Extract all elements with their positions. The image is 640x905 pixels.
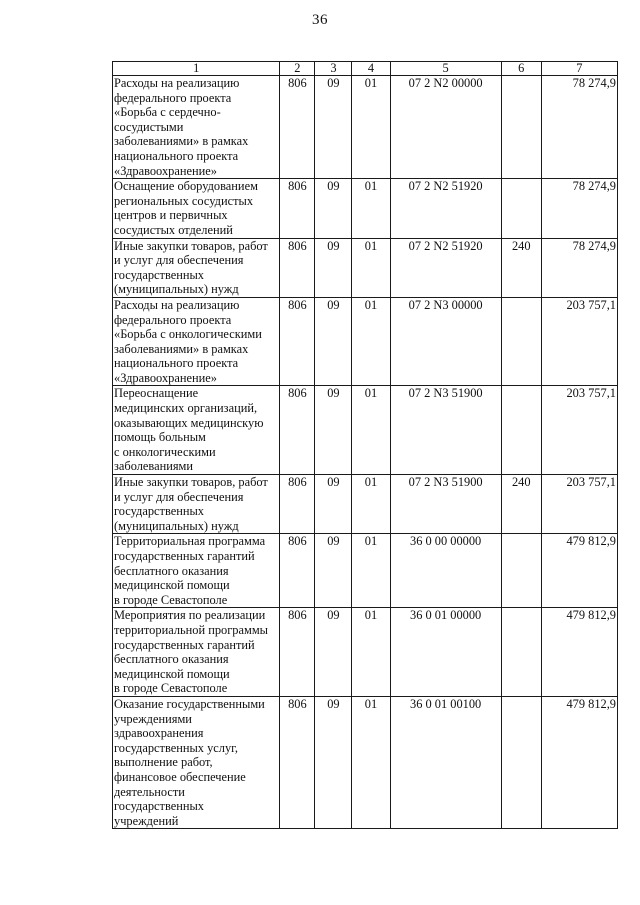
row-section: 09	[315, 608, 352, 697]
row-amount: 203 757,1	[541, 297, 617, 386]
row-subsection: 01	[352, 179, 390, 238]
row-ministry: 806	[280, 534, 315, 608]
row-section: 09	[315, 297, 352, 386]
row-amount: 78 274,9	[541, 76, 617, 179]
row-target: 07 2 N3 00000	[390, 297, 501, 386]
row-expense-type: 240	[501, 475, 541, 534]
row-name: Переоснащение медицинских организаций, оказывающих медицинскую помощь больным с онкологическими заболеваниями	[114, 386, 264, 474]
row-ministry: 806	[280, 475, 315, 534]
table-row	[113, 696, 618, 828]
header-col-2: 2	[280, 62, 315, 76]
header-col-6: 6	[501, 62, 541, 76]
header-col-3: 3	[315, 62, 352, 76]
row-subsection: 01	[352, 238, 390, 297]
row-target: 36 0 01 00100	[390, 696, 501, 828]
row-expense-type	[501, 534, 541, 608]
table-row	[113, 608, 618, 697]
row-section: 09	[315, 534, 352, 608]
header-col-4: 4	[352, 62, 390, 76]
table-row	[113, 179, 618, 238]
row-target: 36 0 00 00000	[390, 534, 501, 608]
row-section: 09	[315, 76, 352, 179]
page-number: 36	[312, 12, 328, 28]
row-target: 07 2 N3 51900	[390, 475, 501, 534]
header-col-1: 1	[113, 62, 280, 76]
row-name: Оснащение оборудованием региональных сосудистых центров и первичных сосудистых отделений	[114, 179, 258, 237]
row-amount: 479 812,9	[541, 696, 617, 828]
row-ministry: 806	[280, 76, 315, 179]
row-ministry: 806	[280, 608, 315, 697]
row-amount: 203 757,1	[541, 386, 617, 475]
row-target: 07 2 N3 51900	[390, 386, 501, 475]
table-row	[113, 534, 618, 608]
table-header	[113, 62, 618, 76]
row-ministry: 806	[280, 179, 315, 238]
row-amount: 479 812,9	[541, 608, 617, 697]
row-subsection: 01	[352, 386, 390, 475]
row-subsection: 01	[352, 475, 390, 534]
row-ministry: 806	[280, 238, 315, 297]
row-subsection: 01	[352, 696, 390, 828]
row-amount: 479 812,9	[541, 534, 617, 608]
row-expense-type	[501, 386, 541, 475]
row-expense-type	[501, 608, 541, 697]
row-target: 07 2 N2 51920	[390, 179, 501, 238]
row-amount: 203 757,1	[541, 475, 617, 534]
budget-table	[112, 61, 618, 829]
row-subsection: 01	[352, 608, 390, 697]
row-name: Расходы на реализацию федерального проекта «Борьба с онкологическими заболеваниями» в рамках национального проекта «Здравоохранение»	[114, 297, 262, 385]
row-target: 07 2 N2 00000	[390, 76, 501, 179]
row-name: Территориальная программа государственных гарантий бесплатного оказания медицинской помощи в городе Севастополе	[114, 534, 266, 607]
header-col-7: 7	[541, 62, 617, 76]
row-name: Иные закупки товаров, работ и услуг для обеспечения государственных (муниципальных) нужд	[114, 475, 268, 533]
row-section: 09	[315, 238, 352, 297]
table-row	[113, 76, 618, 179]
row-ministry: 806	[280, 386, 315, 475]
row-expense-type	[501, 179, 541, 238]
table-row	[113, 297, 618, 386]
row-subsection: 01	[352, 534, 390, 608]
row-subsection: 01	[352, 76, 390, 179]
row-ministry: 806	[280, 696, 315, 828]
row-expense-type	[501, 297, 541, 386]
row-name: Расходы на реализацию федерального проекта «Борьба с сердечно- сосудистыми заболеваниями» в рамках национального проекта «Здравоохранение»	[114, 76, 249, 178]
row-section: 09	[315, 696, 352, 828]
table-row	[113, 475, 618, 534]
header-row	[113, 62, 618, 76]
row-expense-type	[501, 696, 541, 828]
row-subsection: 01	[352, 297, 390, 386]
row-target: 07 2 N2 51920	[390, 238, 501, 297]
row-expense-type: 240	[501, 238, 541, 297]
table-row	[113, 386, 618, 475]
row-section: 09	[315, 179, 352, 238]
row-amount: 78 274,9	[541, 238, 617, 297]
row-name: Оказание государственными учреждениями здравоохранения государственных услуг, выполнение работ, финансовое обеспечение деятельности государственных учреждений	[114, 696, 265, 828]
table-row	[113, 238, 618, 297]
row-amount: 78 274,9	[541, 179, 617, 238]
table-body	[113, 76, 618, 829]
row-section: 09	[315, 475, 352, 534]
row-section: 09	[315, 386, 352, 475]
row-expense-type	[501, 76, 541, 179]
row-name: Мероприятия по реализации территориальной программы государственных гарантий бесплатного оказания медицинской помощи в городе Севастополе	[114, 608, 269, 696]
row-target: 36 0 01 00000	[390, 608, 501, 697]
row-ministry: 806	[280, 297, 315, 386]
row-name: Иные закупки товаров, работ и услуг для обеспечения государственных (муниципальных) нужд	[114, 238, 268, 297]
header-col-5: 5	[390, 62, 501, 76]
